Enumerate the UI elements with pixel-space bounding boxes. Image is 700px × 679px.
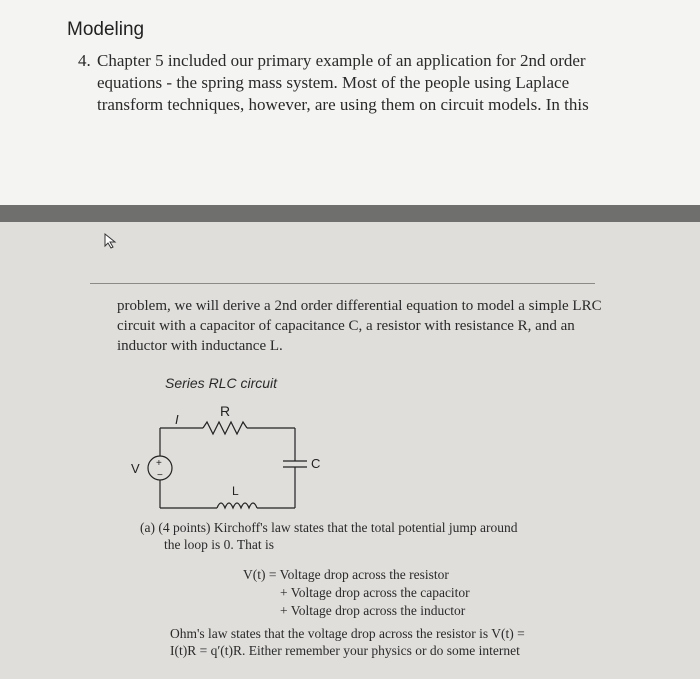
ohm-line-1: Ohm's law states that the voltage drop across the resistor is V(t) =: [170, 626, 525, 641]
section-heading: Modeling: [67, 19, 145, 40]
page-gap: [0, 205, 700, 223]
equation-line-3: + Voltage drop across the inductor: [280, 603, 466, 618]
circuit-diagram: [115, 398, 345, 523]
question-text: Chapter 5 included our primary example of an application for 2nd order equations - the spring mass system. Most of the people using Laplace transform techniques, however, are using them on circuit models. In this: [97, 51, 589, 114]
question-number: 4.: [78, 51, 91, 70]
equation-line-1: V(t) = Voltage drop across the resistor: [243, 567, 449, 582]
equation-line-2: + Voltage drop across the capacitor: [280, 585, 470, 600]
part-a-line1: (a) (4 points) Kirchoff's law states that the total potential jump around: [140, 520, 518, 535]
plus-sign: +: [156, 458, 162, 469]
minus-sign: −: [157, 470, 163, 481]
voltage-label: V: [131, 461, 140, 476]
resistor-label: R: [220, 403, 231, 419]
circuit-title: Series RLC circuit: [165, 375, 278, 391]
part-a-text: [140, 519, 600, 553]
divider: [90, 283, 595, 284]
mouse-cursor-icon: [102, 232, 120, 250]
kirchhoff-equation: [243, 566, 470, 620]
ohm-line-2: I(t)R = q′(t)R. Either remember your physics or do some internet: [170, 643, 520, 658]
question-paragraph: [78, 50, 638, 116]
ohms-law-text: [170, 625, 610, 659]
capacitor-label: C: [311, 456, 321, 471]
inductor-label: L: [232, 484, 239, 498]
part-a-line2: the loop is 0. That is: [164, 537, 274, 552]
continuation-paragraph: problem, we will derive a 2nd order differential equation to model a simple LRC circuit with a capacitor of capacitance C, a resistor with resistance R, and an inductor with inductance L.: [117, 298, 602, 354]
current-label: I: [175, 412, 179, 427]
